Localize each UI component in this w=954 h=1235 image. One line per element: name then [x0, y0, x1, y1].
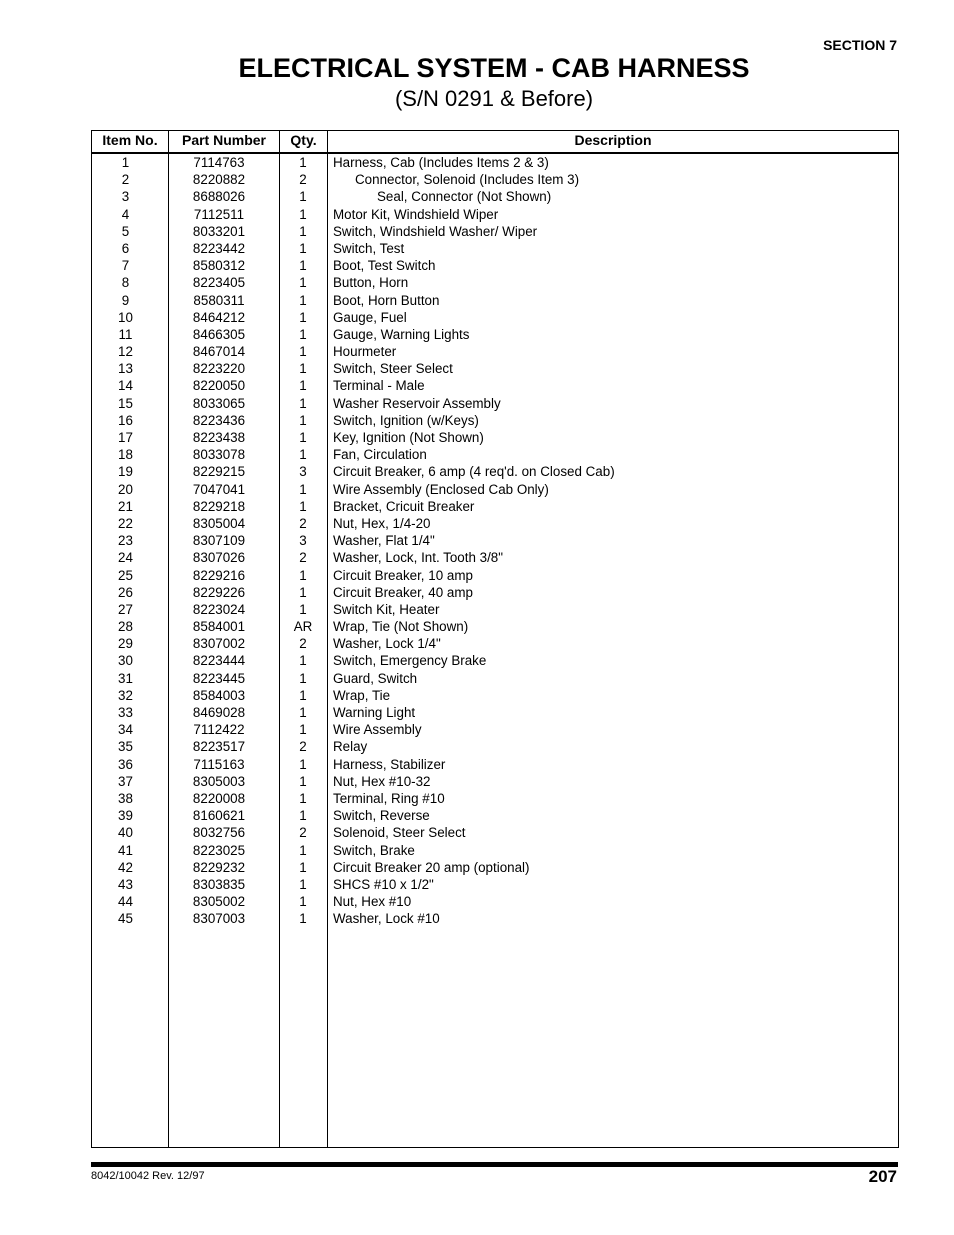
item-number-cell: 12: [118, 344, 133, 360]
description-cell: Connector, Solenoid (Includes Item 3): [355, 172, 580, 188]
quantity-cell: 2: [299, 172, 307, 188]
table-row: [92, 584, 898, 601]
page-number: 207: [868, 1167, 897, 1186]
quantity-cell: 1: [299, 206, 307, 222]
table-body: [92, 154, 898, 927]
part-number-cell: 8223436: [192, 412, 246, 428]
footer-rule: [91, 1162, 898, 1167]
table-row: [92, 154, 898, 171]
quantity-cell: 1: [299, 498, 307, 514]
quantity-cell: 1: [299, 773, 307, 789]
quantity-cell: 2: [299, 550, 307, 566]
table-row: [92, 223, 898, 240]
part-number-cell: 8033065: [192, 395, 246, 411]
table-row: [92, 171, 898, 188]
quantity-cell: 1: [299, 447, 307, 463]
description-cell: Terminal, Ring #10: [333, 790, 445, 806]
description-cell: Wire Assembly: [333, 722, 422, 738]
table-row: [92, 257, 898, 274]
description-cell: Washer Reservoir Assembly: [333, 395, 501, 411]
item-number-cell: 32: [118, 687, 133, 703]
item-number-cell: 13: [118, 361, 133, 377]
description-cell: Relay: [333, 739, 368, 755]
table-row: [92, 240, 898, 257]
table-row: [92, 343, 898, 360]
description-cell: Nut, Hex, 1/4-20: [333, 515, 431, 531]
description-cell: Circuit Breaker, 6 amp (4 req'd. on Closed Cab): [333, 464, 615, 480]
item-number-cell: 27: [118, 601, 133, 617]
description-cell: Motor Kit, Windshield Wiper: [333, 206, 499, 222]
quantity-cell: AR: [293, 619, 313, 635]
table-row: [92, 481, 898, 498]
part-number-cell: 8223438: [192, 430, 246, 445]
quantity-cell: 1: [299, 412, 307, 428]
description-cell: Washer, Lock 1/4": [333, 636, 441, 652]
quantity-cell: 1: [299, 894, 307, 910]
item-number-cell: 33: [118, 705, 133, 720]
quantity-cell: 1: [299, 378, 307, 394]
description-cell: Switch, Emergency Brake: [333, 653, 487, 669]
quantity-cell: 1: [299, 705, 307, 720]
description-cell: Hourmeter: [333, 344, 397, 360]
description-cell: Key, Ignition (Not Shown): [333, 430, 484, 445]
table-row: [92, 842, 898, 859]
quantity-cell: 1: [299, 842, 307, 858]
part-number-cell: 7047041: [192, 481, 246, 497]
quantity-cell: 1: [299, 481, 307, 497]
description-cell: Switch, Reverse: [333, 808, 430, 824]
description-cell: Warning Light: [333, 705, 416, 720]
description-cell: Solenoid, Steer Select: [333, 825, 466, 841]
table-header: [92, 131, 898, 154]
table-row: [92, 910, 898, 927]
description-cell: Gauge, Fuel: [333, 309, 407, 325]
quantity-cell: 1: [299, 223, 307, 239]
item-number-cell: 10: [118, 309, 133, 325]
quantity-cell: 1: [299, 189, 307, 205]
table-row: [92, 446, 898, 463]
part-number-cell: 8223220: [192, 361, 246, 377]
description-cell: Boot, Horn Button: [333, 292, 440, 308]
table-row: [92, 721, 898, 738]
table-row: [92, 687, 898, 704]
table-row: [92, 756, 898, 773]
item-number-cell: 41: [118, 842, 133, 858]
item-number-cell: 31: [118, 670, 133, 686]
description-cell: Switch Kit, Heater: [333, 601, 440, 617]
item-number-cell: 19: [118, 464, 133, 480]
quantity-cell: 2: [299, 636, 307, 652]
quantity-cell: 2: [299, 825, 307, 841]
item-number-cell: 17: [118, 430, 133, 445]
item-number-cell: 25: [118, 567, 133, 583]
description-cell: Nut, Hex #10: [333, 894, 412, 910]
item-number-cell: 21: [118, 498, 133, 514]
table-row: [92, 790, 898, 807]
table-row: [92, 876, 898, 893]
part-number-cell: 8223442: [192, 240, 246, 256]
description-cell: Terminal - Male: [333, 378, 425, 394]
part-number-cell: 8467014: [192, 344, 246, 360]
table-row: [92, 824, 898, 841]
part-number-cell: 8466305: [192, 326, 246, 342]
table-row: [92, 807, 898, 824]
item-number-cell: 36: [118, 756, 133, 772]
description-cell: Bracket, Cricuit Breaker: [333, 498, 475, 514]
table-row: [92, 652, 898, 669]
quantity-cell: 3: [299, 464, 307, 480]
description-cell: Nut, Hex #10-32: [333, 773, 431, 789]
quantity-cell: 1: [299, 722, 307, 738]
part-number-cell: 7112422: [193, 722, 245, 738]
section-label: SECTION 7: [823, 37, 897, 53]
quantity-cell: 1: [299, 155, 307, 170]
item-number-cell: 14: [118, 378, 133, 394]
table-row: [92, 326, 898, 343]
part-number-cell: 8223024: [192, 601, 246, 617]
item-number-cell: 28: [118, 619, 133, 635]
description-cell: Switch, Steer Select: [333, 361, 453, 377]
quantity-cell: 1: [299, 859, 307, 875]
item-number-cell: 30: [118, 653, 133, 669]
item-number-cell: 3: [121, 189, 130, 205]
item-number-cell: 7: [121, 258, 130, 274]
item-number-cell: 9: [121, 292, 130, 308]
part-number-cell: 8220008: [192, 790, 246, 806]
quantity-cell: 1: [299, 361, 307, 377]
part-number-cell: 8464212: [192, 309, 246, 325]
table-row: [92, 309, 898, 326]
part-number-cell: 8584001: [192, 619, 246, 635]
description-cell: Wrap, Tie (Not Shown): [333, 619, 469, 635]
description-cell: Harness, Cab (Includes Items 2 & 3): [333, 155, 549, 170]
item-number-cell: 5: [121, 223, 130, 239]
part-number-cell: 8305003: [192, 773, 246, 789]
item-number-cell: 4: [121, 206, 130, 222]
part-number-cell: 8160621: [192, 808, 246, 824]
table-row: [92, 893, 898, 910]
item-number-cell: 8: [121, 275, 130, 291]
table-row: [92, 498, 898, 515]
header-description: Description: [574, 132, 652, 148]
quantity-cell: 1: [299, 344, 307, 360]
quantity-cell: 1: [299, 395, 307, 411]
part-number-cell: 8580311: [193, 292, 245, 308]
part-number-cell: 8220050: [192, 378, 246, 394]
part-number-cell: 8229215: [192, 464, 246, 480]
description-cell: Washer, Lock #10: [333, 911, 440, 927]
quantity-cell: 1: [299, 258, 307, 274]
quantity-cell: 1: [299, 584, 307, 600]
part-number-cell: 8033078: [192, 447, 246, 463]
part-number-cell: 8229232: [192, 859, 246, 875]
table-row: [92, 859, 898, 876]
description-cell: Fan, Circulation: [333, 447, 427, 463]
item-number-cell: 6: [121, 240, 130, 256]
description-cell: Wrap, Tie: [333, 687, 391, 703]
table-row: [92, 292, 898, 309]
table-row: [92, 549, 898, 566]
quantity-cell: 1: [299, 240, 307, 256]
table-row: [92, 738, 898, 755]
part-number-cell: 8688026: [192, 189, 246, 205]
item-number-cell: 22: [118, 515, 133, 531]
quantity-cell: 3: [299, 533, 307, 549]
table-row: [92, 377, 898, 394]
table-row: [92, 274, 898, 291]
quantity-cell: 1: [299, 911, 307, 927]
quantity-cell: 1: [299, 567, 307, 583]
quantity-cell: 1: [299, 292, 307, 308]
table-row: [92, 704, 898, 721]
description-cell: Button, Horn: [333, 275, 409, 291]
part-number-cell: 8223025: [192, 842, 246, 858]
part-number-cell: 8305002: [192, 894, 246, 910]
header-qty: Qty.: [290, 132, 317, 148]
part-number-cell: 8032756: [192, 825, 246, 841]
item-number-cell: 26: [118, 584, 133, 600]
part-number-cell: 7115163: [193, 756, 245, 772]
header-item-no: Item No.: [102, 132, 158, 148]
quantity-cell: 2: [299, 515, 307, 531]
quantity-cell: 2: [299, 739, 307, 755]
item-number-cell: 23: [118, 533, 133, 549]
item-number-cell: 42: [118, 859, 133, 875]
quantity-cell: 1: [299, 601, 307, 617]
description-cell: Seal, Connector (Not Shown): [377, 189, 552, 205]
item-number-cell: 38: [118, 790, 133, 806]
item-number-cell: 20: [118, 481, 133, 497]
quantity-cell: 1: [299, 756, 307, 772]
table-row: [92, 601, 898, 618]
table-row: [92, 429, 898, 446]
item-number-cell: 37: [118, 773, 133, 789]
item-number-cell: 24: [118, 550, 133, 566]
table-row: [92, 515, 898, 532]
part-number-cell: 8303835: [192, 876, 246, 892]
description-cell: Washer, Lock, Int. Tooth 3/8": [333, 550, 503, 566]
table-row: [92, 670, 898, 687]
item-number-cell: 34: [118, 722, 133, 738]
quantity-cell: 1: [299, 653, 307, 669]
quantity-cell: 1: [299, 309, 307, 325]
part-number-cell: 8307026: [192, 550, 246, 566]
table-row: [92, 463, 898, 480]
description-cell: Wire Assembly (Enclosed Cab Only): [333, 481, 549, 497]
item-number-cell: 44: [118, 894, 133, 910]
part-number-cell: 7114763: [193, 155, 245, 170]
description-cell: Switch, Test: [333, 240, 405, 256]
quantity-cell: 1: [299, 326, 307, 342]
part-number-cell: 8223405: [192, 275, 246, 291]
part-number-cell: 8469028: [192, 705, 246, 720]
table-row: [92, 532, 898, 549]
description-cell: Circuit Breaker, 10 amp: [333, 567, 473, 583]
document-number: 8042/10042 Rev. 12/97: [91, 1170, 205, 1182]
table-row: [92, 395, 898, 412]
quantity-cell: 1: [299, 790, 307, 806]
description-cell: Circuit Breaker 20 amp (optional): [333, 859, 530, 875]
part-number-cell: 8584003: [192, 687, 246, 703]
item-number-cell: 39: [118, 808, 133, 824]
part-number-cell: 8305004: [192, 515, 246, 531]
item-number-cell: 45: [118, 911, 133, 927]
parts-table: [91, 130, 899, 1148]
page-subtitle: (S/N 0291 & Before): [394, 86, 594, 111]
item-number-cell: 43: [118, 876, 133, 892]
part-number-cell: 8229218: [192, 498, 246, 514]
part-number-cell: 8033201: [192, 223, 246, 239]
table-row: [92, 635, 898, 652]
quantity-cell: 1: [299, 275, 307, 291]
item-number-cell: 35: [118, 739, 133, 755]
part-number-cell: 8223517: [192, 739, 246, 755]
description-cell: Gauge, Warning Lights: [333, 326, 470, 342]
item-number-cell: 40: [118, 825, 133, 841]
part-number-cell: 8223444: [192, 653, 246, 669]
description-cell: Switch, Ignition (w/Keys): [333, 412, 479, 428]
description-cell: Guard, Switch: [333, 670, 418, 686]
description-cell: Washer, Flat 1/4": [333, 533, 435, 549]
item-number-cell: 2: [121, 172, 130, 188]
description-cell: SHCS #10 x 1/2": [333, 876, 434, 892]
description-cell: Circuit Breaker, 40 amp: [333, 584, 473, 600]
part-number-cell: 8220882: [192, 172, 246, 188]
part-number-cell: 8229226: [192, 584, 246, 600]
quantity-cell: 1: [299, 670, 307, 686]
header-part-number: Part Number: [181, 132, 267, 148]
quantity-cell: 1: [299, 876, 307, 892]
item-number-cell: 18: [118, 447, 133, 463]
item-number-cell: 29: [118, 636, 133, 652]
part-number-cell: 8223445: [192, 670, 246, 686]
part-number-cell: 8307002: [192, 636, 246, 652]
item-number-cell: 1: [121, 155, 130, 170]
quantity-cell: 1: [299, 430, 307, 445]
part-number-cell: 8307109: [192, 533, 246, 549]
part-number-cell: 8229216: [192, 567, 246, 583]
part-number-cell: 8580312: [192, 258, 246, 274]
table-row: [92, 188, 898, 205]
description-cell: Switch, Windshield Washer/ Wiper: [333, 223, 538, 239]
table-row: [92, 412, 898, 429]
item-number-cell: 15: [118, 395, 133, 411]
quantity-cell: 1: [299, 687, 307, 703]
description-cell: Boot, Test Switch: [333, 258, 436, 274]
table-row: [92, 360, 898, 377]
table-row: [92, 773, 898, 790]
quantity-cell: 1: [299, 808, 307, 824]
description-cell: Harness, Stabilizer: [333, 756, 446, 772]
table-row: [92, 567, 898, 584]
page-title: ELECTRICAL SYSTEM - CAB HARNESS: [238, 53, 750, 83]
item-number-cell: 16: [118, 412, 133, 428]
description-cell: Switch, Brake: [333, 842, 415, 858]
item-number-cell: 11: [118, 326, 133, 342]
table-row: [92, 206, 898, 223]
table-row: [92, 618, 898, 635]
part-number-cell: 8307003: [192, 911, 246, 927]
part-number-cell: 7112511: [193, 206, 245, 222]
